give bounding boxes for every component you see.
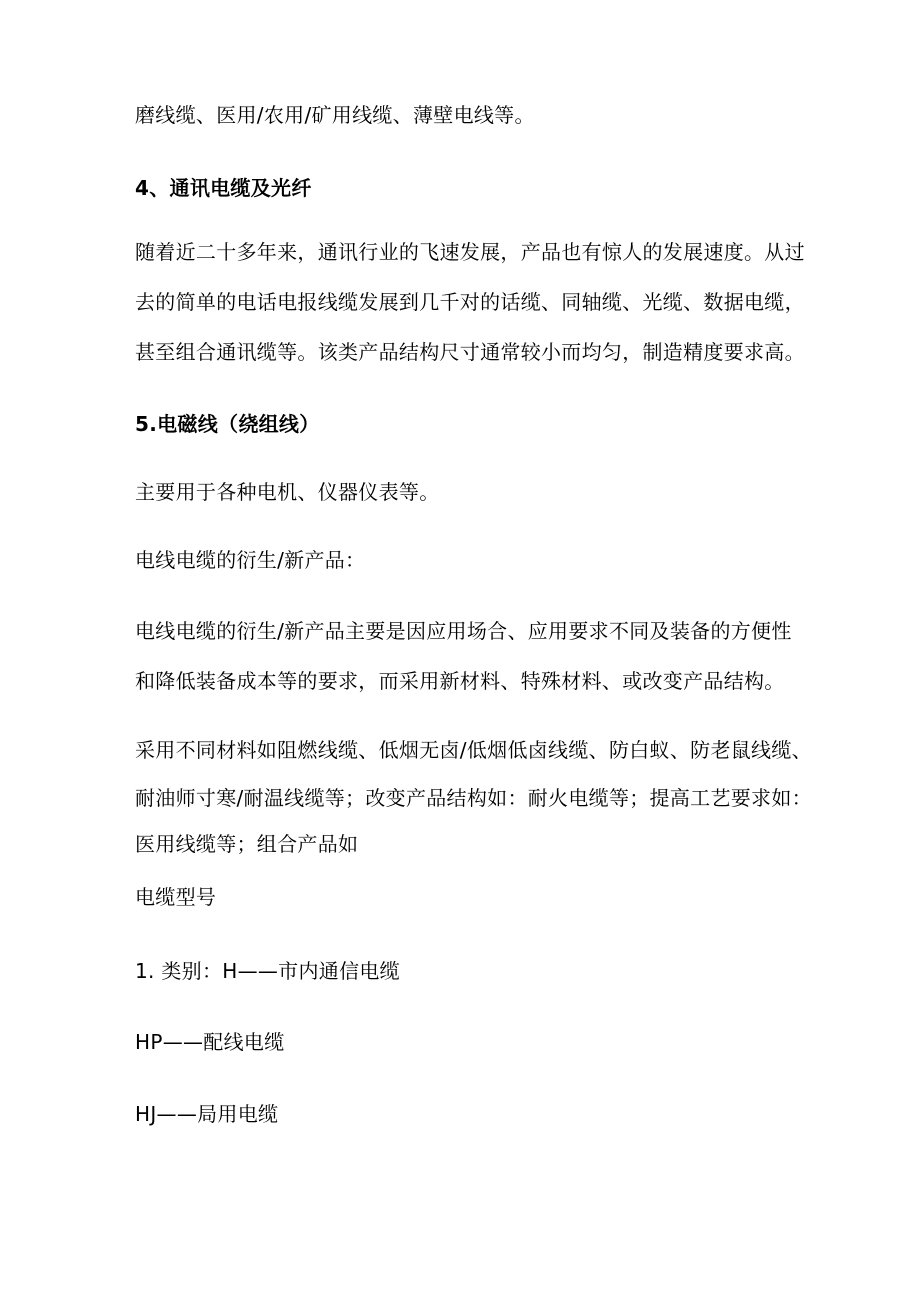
list-item: HP——配线电缆 bbox=[135, 1030, 285, 1054]
paragraph-line: 电线电缆的衍生/新产品： bbox=[135, 548, 366, 572]
section-heading: 5.电磁线（绕组线） bbox=[135, 412, 320, 436]
list-item: HJ——局用电缆 bbox=[135, 1102, 279, 1126]
list-item: 1. 类别：H——市内通信电缆 bbox=[135, 959, 400, 983]
paragraph-line: 电缆型号 bbox=[135, 885, 217, 909]
paragraph-line: 去的简单的电话电报线缆发展到几千对的话缆、同轴缆、光缆、数据电缆， bbox=[135, 290, 805, 314]
section-heading: 4、通讯电缆及光纤 bbox=[135, 176, 312, 200]
paragraph-line: 随着近二十多年来，通讯行业的飞速发展，产品也有惊人的发展速度。从过 bbox=[135, 240, 805, 264]
paragraph-line: 耐油师寸寒/耐温线缆等；改变产品结构如：耐火电缆等；提高工艺要求如： bbox=[135, 786, 812, 810]
paragraph-line: 磨线缆、医用/农用/矿用线缆、薄壁电线等。 bbox=[135, 103, 535, 127]
paragraph-line: 和降低装备成本等的要求，而采用新材料、特殊材料、或改变产品结构。 bbox=[135, 669, 785, 693]
paragraph-line: 甚至组合通讯缆等。该类产品结构尺寸通常较小而均匀，制造精度要求高。 bbox=[135, 340, 805, 364]
paragraph-line: 医用线缆等；组合产品如 bbox=[135, 832, 359, 856]
paragraph-line: 采用不同材料如阻燃线缆、低烟无卤/低烟低卤线缆、防白蚁、防老鼠线缆、 bbox=[135, 738, 812, 762]
paragraph-line: 主要用于各种电机、仪器仪表等。 bbox=[135, 480, 440, 504]
paragraph-line: 电线电缆的衍生/新产品主要是因应用场合、应用要求不同及装备的方便性 bbox=[135, 619, 792, 643]
